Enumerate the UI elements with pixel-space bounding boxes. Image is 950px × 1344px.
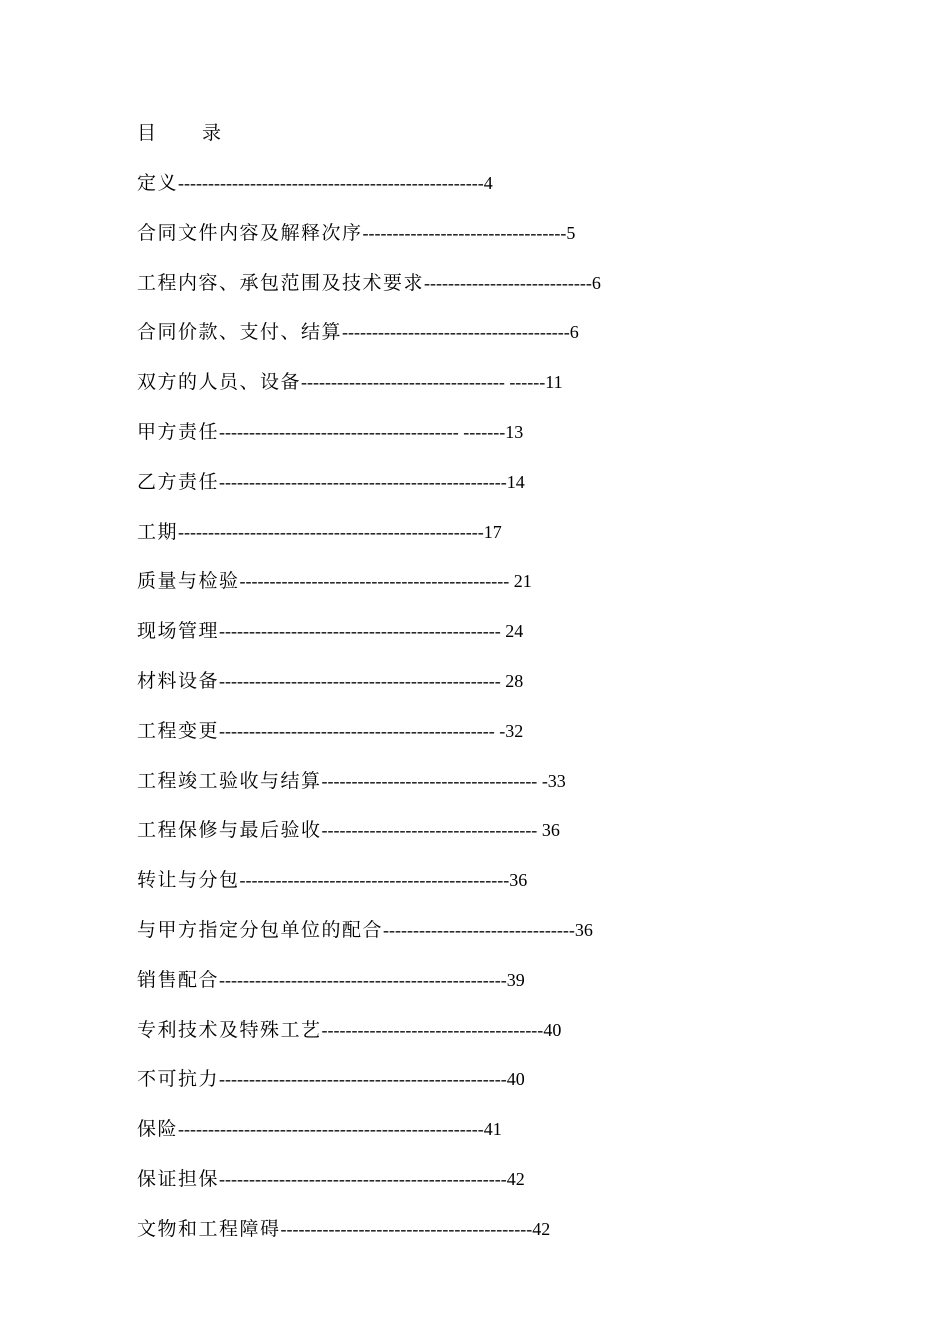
toc-entry-leader: ---------------------------- (424, 272, 592, 293)
toc-entry-page-number: 6 (591, 272, 601, 293)
toc-entry-page-number: 14 (506, 471, 525, 492)
toc-entry-text: 工程内容、承包范围及技术要求 (137, 271, 425, 294)
toc-entry-text: 合同价款、支付、结算 (137, 321, 343, 344)
toc-entry[interactable] (137, 1115, 601, 1165)
toc-entry-text: 工程保修与最后验收 (137, 819, 322, 842)
toc-entry-leader: ---------------------------------- (362, 222, 567, 243)
toc-entry-leader: --------------------------------------------------- (178, 521, 484, 542)
toc-entry-leader: --------------------------------------------------- (178, 1119, 484, 1140)
toc-entry-text: 定义 (137, 172, 179, 194)
toc-entry-leader: ---------------------------------------------- (219, 720, 495, 741)
table-of-contents (137, 169, 601, 1265)
toc-entry-page-number: 11 (545, 372, 563, 393)
toc-entry-leader: --------------------------------------------------- (178, 173, 484, 193)
toc-entry-text: 现场管理 (137, 620, 220, 643)
toc-entry-leader: ---------------------------------------- ------- (219, 421, 506, 442)
toc-entry-leader: ----------------------------------------------- (219, 670, 501, 691)
toc-entry-page-number: 40 (506, 1069, 525, 1090)
toc-entry-text: 保证担保 (137, 1167, 220, 1190)
toc-entry-page-number: 4 (483, 173, 493, 193)
toc-entry-page-number: -32 (494, 720, 524, 741)
toc-entry-page-number: 24 (500, 621, 524, 642)
toc-entry-text: 乙方责任 (137, 470, 220, 493)
toc-entry-page-number: 42 (532, 1218, 551, 1239)
toc-entry[interactable] (137, 518, 601, 568)
toc-entry-leader: ------------------------------------------------ (219, 1168, 507, 1189)
toc-entry-text: 文物和工程障碍 (137, 1217, 281, 1240)
toc-entry-page-number: 36 (574, 919, 593, 940)
toc-entry[interactable] (137, 269, 601, 319)
toc-entry[interactable] (137, 219, 601, 269)
toc-entry-page-number: 36 (537, 820, 560, 841)
toc-entry[interactable] (137, 717, 601, 767)
toc-entry-leader: ----------------------------------------------- (219, 621, 501, 642)
toc-entry-leader: --------------------------------------------- (239, 571, 510, 592)
toc-entry[interactable] (137, 966, 601, 1016)
toc-entry-page-number: 36 (509, 870, 528, 891)
toc-entry[interactable] (137, 1165, 601, 1215)
toc-entry-text: 与甲方指定分包单位的配合 (137, 918, 384, 941)
toc-entry-leader: ------------------------------------ (321, 820, 538, 841)
toc-entry-leader: ------------------------------------------------ (219, 969, 507, 990)
toc-entry-page-number: 40 (543, 1019, 562, 1040)
toc-entry-text: 工期 (137, 520, 179, 543)
toc-entry[interactable] (137, 916, 601, 966)
toc-entry-leader: -------------------------------- (383, 919, 575, 940)
toc-entry[interactable] (137, 368, 601, 418)
toc-entry-page-number: 21 (509, 571, 532, 592)
toc-entry-text: 双方的人员、设备 (137, 371, 302, 394)
toc-entry-leader: --------------------------------------------- (239, 870, 510, 891)
toc-entry-leader: ------------------------------------------------ (219, 471, 507, 492)
toc-entry-page-number: 28 (500, 670, 524, 691)
toc-entry-leader: ------------------------------------------ (280, 1218, 533, 1239)
toc-entry[interactable] (137, 866, 601, 916)
toc-entry-page-number: 5 (566, 222, 576, 243)
toc-entry-text: 转让与分包 (137, 869, 240, 892)
toc-entry-leader: ------------------------------------ (321, 770, 538, 791)
toc-entry-text: 合同文件内容及解释次序 (137, 221, 363, 244)
toc-entry-page-number: 39 (506, 969, 525, 990)
toc-entry-page-number: 6 (569, 322, 579, 343)
toc-entry-text: 工程变更 (137, 719, 220, 742)
toc-entry[interactable] (137, 169, 601, 219)
toc-entry-page-number: 42 (506, 1168, 525, 1189)
toc-entry[interactable] (137, 1215, 601, 1265)
toc-entry-text: 质量与检验 (137, 570, 240, 593)
toc-entry-text: 专利技术及特殊工艺 (137, 1018, 322, 1041)
toc-entry[interactable] (137, 567, 601, 617)
toc-entry-leader: ------------------------------------------------ (219, 1069, 507, 1090)
toc-entry[interactable] (137, 418, 601, 468)
toc-entry-page-number: -33 (537, 770, 566, 791)
toc-entry-text: 保险 (137, 1118, 179, 1141)
toc-entry-leader: ------------------------------------- (321, 1019, 544, 1040)
toc-entry-page-number: 17 (483, 521, 502, 542)
toc-entry-leader: -------------------------------------- (342, 322, 570, 343)
toc-entry-page-number: 41 (483, 1119, 502, 1140)
toc-entry-text: 材料设备 (137, 669, 220, 692)
toc-entry-text: 销售配合 (137, 968, 220, 991)
toc-title: 目 录 (137, 122, 242, 144)
toc-entry-page-number: 13 (505, 421, 524, 442)
toc-entry[interactable] (137, 767, 601, 817)
toc-entry[interactable] (137, 1065, 601, 1115)
toc-entry[interactable] (137, 667, 601, 717)
toc-entry[interactable] (137, 468, 601, 518)
toc-entry-text: 不可抗力 (137, 1068, 220, 1091)
toc-entry[interactable] (137, 1016, 601, 1066)
toc-entry[interactable] (137, 318, 601, 368)
toc-entry[interactable] (137, 617, 601, 667)
toc-entry-text: 甲方责任 (137, 420, 220, 443)
toc-entry-leader: ---------------------------------- ------ (301, 372, 546, 393)
toc-entry[interactable] (137, 816, 601, 866)
toc-entry-text: 工程竣工验收与结算 (137, 769, 322, 792)
